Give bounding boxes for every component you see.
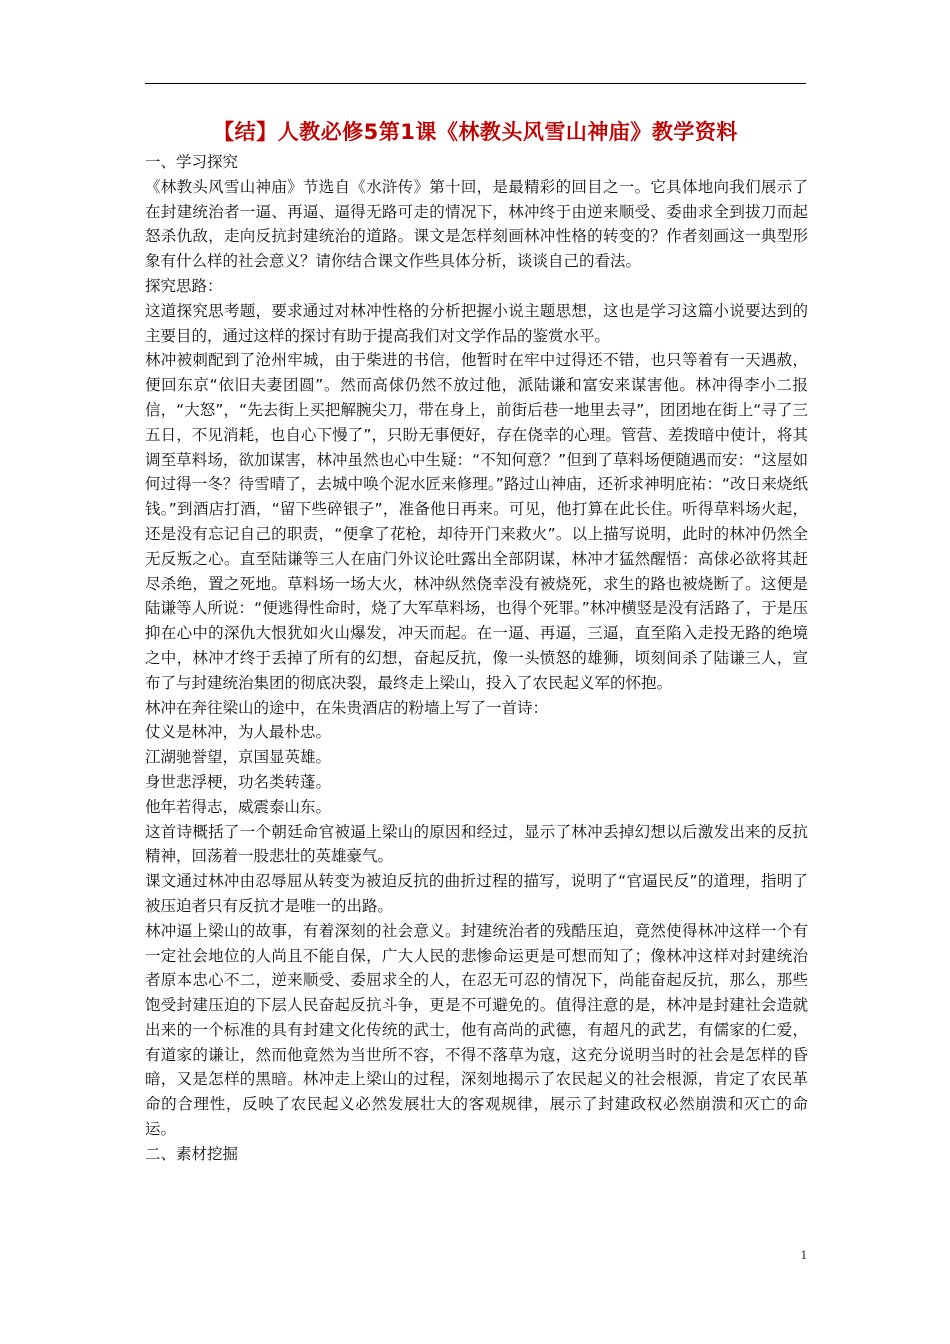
paragraph: 林冲在奔往梁山的途中，在朱贵酒店的粉墙上写了一首诗： [145,698,549,717]
poem-line: 江湖驰誉望，京国显英雄。 [145,748,332,767]
section-heading: 二、素材挖掘 [145,1144,239,1163]
page-number: 1 [800,1247,807,1262]
paragraph: 这道探究思考题，要求通过对林冲性格的分析把握小说主题思想，这也是学习这篇小说要达到的主要目的，通过这样的探讨有助于提高我们对文学作品的鉴赏水平。 [145,301,808,345]
document-body [145,150,808,1167]
paragraph: 林冲被刺配到了沧州牢城，由于柴进的书信，他暂时在牢中过得还不错，也只等着有一天遇赦，便回东京“依旧夫妻团圆”。然而高俅仍然不放过他，派陆谦和富安来谋害他。林冲得李小二报信，“大怒”，“先去街上买把解腕尖刀，带在身上，前街后巷一地里去寻”，团团地在街上“寻了三五日，不见消耗，也自心下慢了”，只盼无事便好，存在侥幸的心理。管营、差拨暗中使计，将其调至草料场，欲加谋害，林冲虽然也心中生疑：“不知何意？”但到了草料场便随遇而安：“这屋如何过得一冬？待雪晴了，去城中唤个泥水匠来修理。”路过山神庙，还祈求神明庇祐：“改日来烧纸钱。”到酒店打酒，“留下些碎银子”，准备他日再来。可见，他打算在此长住。听得草料场火起，还是没有忘记自己的职责，“便拿了花枪，却待开门来救火”。以上描写说明，此时的林冲仍然全无反叛之心。直至陆谦等三人在庙门外议论吐露出全部阴谋，林冲才猛然醒悟：高俅必欲将其赶尽杀绝，置之死地。草料场一场大火，林冲纵然侥幸没有被烧死，求生的路也被烧断了。这便是陆谦等人所说：“便逃得性命时，烧了大军草料场，也得个死罪。”林冲横竖是没有活路了，于是压抑在心中的深仇大恨犹如火山爆发，冲天而起。在一逼、再逼，三逼，直至陷入走投无路的绝境之中，林冲才终于丢掉了所有的幻想，奋起反抗，像一头愤怒的雄狮，顷刻间杀了陆谦三人，宣布了与封建统治集团的彻底决裂，最终走上梁山，投入了农民起义军的怀抱。 [145,351,808,692]
poem-line: 仗义是林冲，为人最朴忠。 [145,723,332,742]
paragraph: 林冲逼上梁山的故事，有着深刻的社会意义。封建统治者的残酷压迫，竟然使得林冲这样一个有一定社会地位的人尚且不能自保，广大人民的悲惨命运更是可想而知了；像林冲这样对封建统治者原本忠心不二，逆来顺受、委屈求全的人，在忍无可忍的情况下，尚能奋起反抗，那么，那些饱受封建压迫的下层人民奋起反抗斗争，更是不可避免的。值得注意的是，林冲是封建社会造就出来的一个标准的具有封建文化传统的武士，他有高尚的武德，有超凡的武艺，有儒家的仁爱，有道家的谦让，然而他竟然为当世所不容，不得不落草为寇，这充分说明当时的社会是怎样的昏暗，又是怎样的黑暗。林冲走上梁山的过程，深刻地揭示了农民起义的社会根源，肯定了农民革命的合理性，反映了农民起义必然发展壮大的客观规律，展示了封建政权必然崩溃和灭亡的命运。 [145,921,808,1139]
paragraph: 《林教头风雪山神庙》节选自《水浒传》第十回，是最精彩的回目之一。它具体地向我们展示了在封建统治者一逼、再逼、逼得无路可走的情况下，林冲终于由逆来顺受、委曲求全到拔刀而起怒杀仇敌，走向反抗封建统治的道路。课文是怎样刻画林冲性格的转变的？作者刻画这一典型形象有什么样的社会意义？请你结合课文作些具体分析，谈谈自己的看法。 [145,177,808,271]
document-title: 【结】人教必修5第1课《林教头风雪山神庙》教学资料 [213,120,738,144]
section-heading: 一、学习探究 [145,153,239,171]
paragraph: 课文通过林冲由忍辱屈从转变为被迫反抗的曲折过程的描写，说明了“官逼民反”的道理，指明了被压迫者只有反抗才是唯一的出路。 [145,872,808,915]
subheading: 探究思路： [145,276,223,295]
poem-line: 他年若得志，威震泰山东。 [145,797,332,816]
poem-line: 身世悲浮梗，功名类转蓬。 [145,772,332,791]
header-rule [145,83,806,84]
paragraph: 这首诗概括了一个朝廷命官被逼上梁山的原因和经过，显示了林冲丢掉幻想以后激发出来的反抗精神，回荡着一股悲壮的英雄豪气。 [145,822,808,866]
